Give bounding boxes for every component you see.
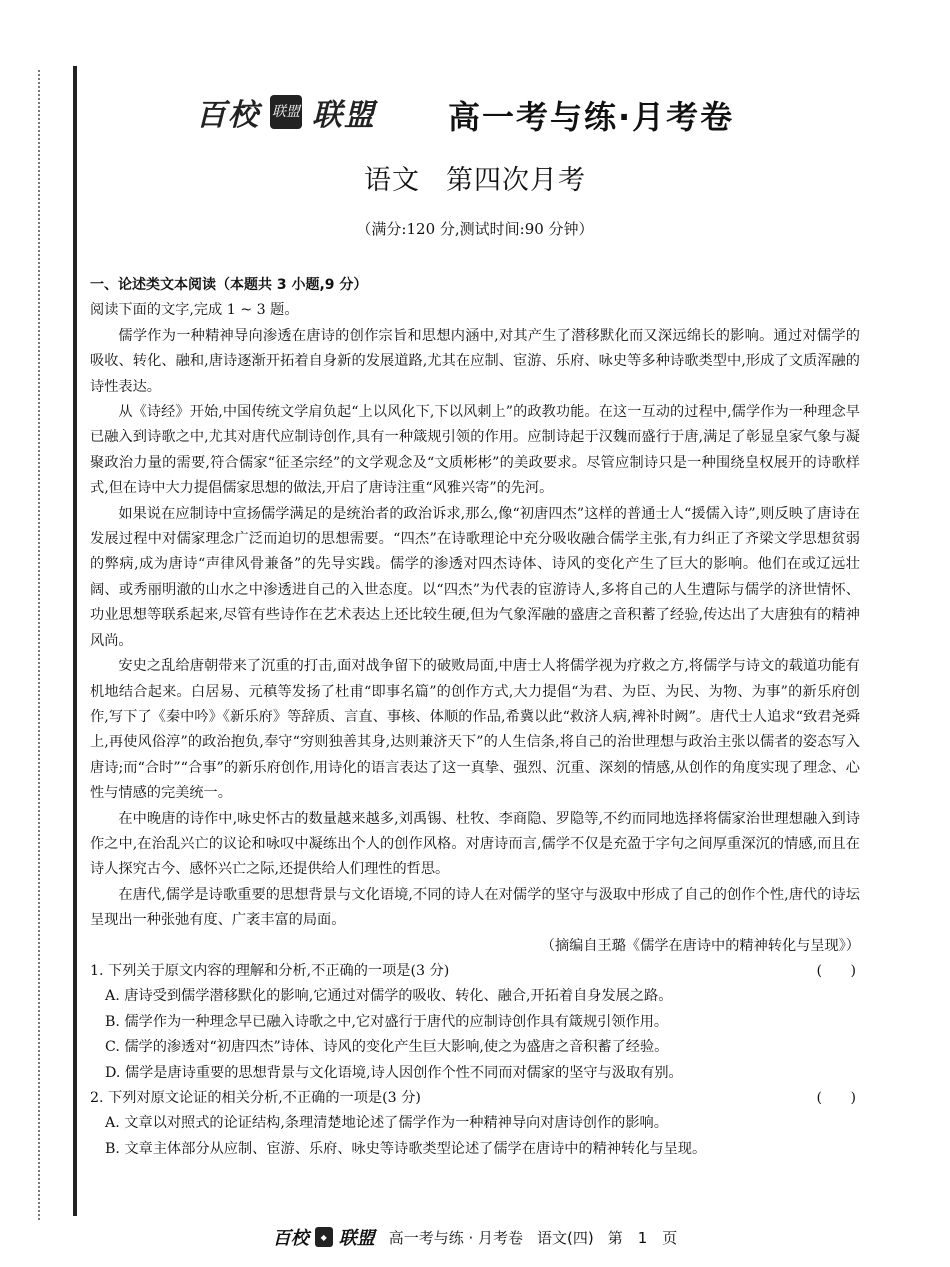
binding-dotted-line bbox=[38, 70, 40, 1220]
answer-blank[interactable]: ( ) bbox=[816, 962, 856, 979]
option-d: D. 儒学是唐诗重要的思想背景与文化语境,诗人因创作个性不同而对儒家的坚守与汲取有别。 bbox=[105, 1064, 683, 1081]
footer-logo-left: 百校 bbox=[272, 1228, 309, 1249]
option-c: C. 儒学的渗透对“初唐四杰”诗体、诗风的变化产生巨大影响,使之为盛唐之音积蓄了经验。 bbox=[105, 1039, 669, 1056]
question-stem: 1. 下列关于原文内容的理解和分析,不正确的一项是(3 分) bbox=[90, 962, 450, 979]
footer-seal-icon: ◆ bbox=[315, 1227, 333, 1247]
footer-logo bbox=[273, 1224, 375, 1250]
passage-paragraph: 儒学作为一种精神导向渗透在唐诗的创作宗旨和思想内涵中,对其产生了潜移默化而又深远绵长的影响。通过对儒学的吸收、转化、融和,唐诗逐渐开拓着自身新的发展道路,尤其在应制、宦游、乐府、咏史等多种诗歌类型中,形成了文质浑融的诗性表达。 bbox=[90, 327, 860, 395]
page-header bbox=[0, 88, 950, 148]
page-footer bbox=[0, 1222, 950, 1252]
footer-title: 高一考与练 · 月考卷 bbox=[388, 1228, 524, 1247]
exam-content bbox=[90, 273, 860, 1162]
exam-subtitle bbox=[0, 158, 950, 197]
brand-logo bbox=[196, 92, 426, 132]
score-info: （满分:120 分,测试时间:90 分钟） bbox=[356, 220, 594, 238]
passage-paragraph: 从《诗经》开始,中国传统文学肩负起“上以风化下,下以风刺上”的政教功能。在这一互动的过程中,儒学作为一种理念早已融入到诗歌之中,尤其对唐代应制诗创作,具有一种箴规引领的作用。应制诗起于汉魏而盛行于唐,满足了彰显皇家气象与凝聚政治力量的需要,符合儒家“征圣宗经”的文学观念及“文质彬彬”的美政要求。尽管应制诗只是一种围绕皇权展开的诗歌样式,但在诗中大力提倡儒家思想的做法,开启了唐诗注重“风雅兴寄”的先河。 bbox=[90, 404, 860, 497]
answer-blank[interactable]: ( ) bbox=[816, 1090, 856, 1106]
question-1 bbox=[90, 959, 860, 984]
passage-paragraph: 如果说在应制诗中宣扬儒学满足的是统治者的政治诉求,那么,像“初唐四杰”这样的普通士人“援儒入诗”,则反映了唐诗在发展过程中对儒家理念广泛而迫切的思想需要。“四杰”在诗歌理论中充分吸收融合儒学主张,有力纠正了齐梁文学思想贫弱的弊病,成为唐诗“声律风骨兼备”的先导实践。儒学的渗透对四杰诗体、诗风的变化产生了巨大的影响。他们在或辽远壮阔、或秀丽明澈的山水之中渗透进自己的入世态度。以“四杰”为代表的宦游诗人,多将自己的人生遭际与儒学的济世情怀、功业思想等联系起来,尽管有些诗作在艺术表达上还比较生硬,但为气象浑融的盛唐之音积蓄了经验,传达出了大唐独有的精神风尚。 bbox=[90, 505, 860, 649]
question-stem: 2. 下列对原文论证的相关分析,不正确的一项是(3 分) bbox=[90, 1090, 421, 1106]
logo-seal-icon: 联盟 bbox=[270, 95, 302, 129]
section-title: 一、论述类文本阅读（本题共 3 小题,9 分） bbox=[90, 277, 368, 293]
footer-logo-right: 联盟 bbox=[338, 1228, 375, 1249]
option-a: A. 文章以对照式的论证结构,条理清楚地论述了儒学作为一种精神导向对唐诗创作的影响。 bbox=[105, 1115, 668, 1132]
subject-label: 语文 bbox=[364, 165, 420, 196]
passage-paragraph: 在中晚唐的诗作中,咏史怀古的数量越来越多,刘禹锡、杜牧、李商隐、罗隐等,不约而同地选择将儒家治世理想融入到诗作之中,在治乱兴亡的议论和咏叹中凝练出个人的创作风格。对唐诗而言,儒学不仅是充盈于字句之间厚重深沉的情感,而且在诗人探究古今、感怀兴亡之际,还提供给人们理性的哲思。 bbox=[90, 810, 860, 878]
question-2 bbox=[90, 1086, 860, 1111]
instruction: 阅读下面的文字,完成 1 ~ 3 题。 bbox=[90, 302, 299, 319]
footer-subject: 语文(四) bbox=[537, 1228, 594, 1247]
passage-paragraph: 在唐代,儒学是诗歌重要的思想背景与文化语境,不同的诗人在对儒学的坚守与汲取中形成了自己的创作个性,唐代的诗坛呈现出一种张弛有度、广袤丰富的局面。 bbox=[90, 886, 860, 929]
option-a: A. 唐诗受到儒学潜移默化的影响,它通过对儒学的吸收、转化、融合,开拓着自身发展之路。 bbox=[105, 988, 673, 1005]
option-b: B. 儒学作为一种理念早已融入诗歌之中,它对盛行于唐代的应制诗创作具有箴规引领作用。 bbox=[105, 1013, 669, 1030]
logo-text-right: 联盟 bbox=[312, 98, 376, 133]
option-b: B. 文章主体部分从应制、宦游、乐府、咏史等诗歌类型论述了儒学在唐诗中的精神转化与呈现。 bbox=[105, 1140, 707, 1157]
logo-text-left: 百校 bbox=[196, 98, 260, 133]
passage-source: （摘编自王璐《儒学在唐诗中的精神转化与呈现》） bbox=[540, 937, 860, 954]
page-title: 高一考与练·月考卷 bbox=[448, 98, 735, 136]
exam-label: 第四次月考 bbox=[446, 165, 586, 196]
passage-paragraph: 安史之乱给唐朝带来了沉重的打击,面对战争留下的破败局面,中唐士人将儒学视为疗救之方,将儒学与诗文的载道功能有机地结合起来。白居易、元稹等发扬了杜甫“即事名篇”的创作方式,大力提倡“为君、为臣、为民、为物、为事”的新乐府创作,写下了《秦中吟》《新乐府》等辞质、言直、事核、体顺的作品,希冀以此“救济人病,裨补时阙”。唐代士人追求“致君尧舜上,再使风俗淳”的政治抱负,奉守“穷则独善其身,达则兼济天下”的人生信条,将自己的治世理想与政治主张以儒者的姿态写入唐诗;而“合时”“合事”的新乐府创作,用诗化的语言表达了这一真挚、强烈、沉重、深刻的情感,从创作的角度实现了理念、心性与情感的完美统一。 bbox=[90, 658, 860, 802]
page-number: 第 1 页 bbox=[607, 1228, 678, 1247]
